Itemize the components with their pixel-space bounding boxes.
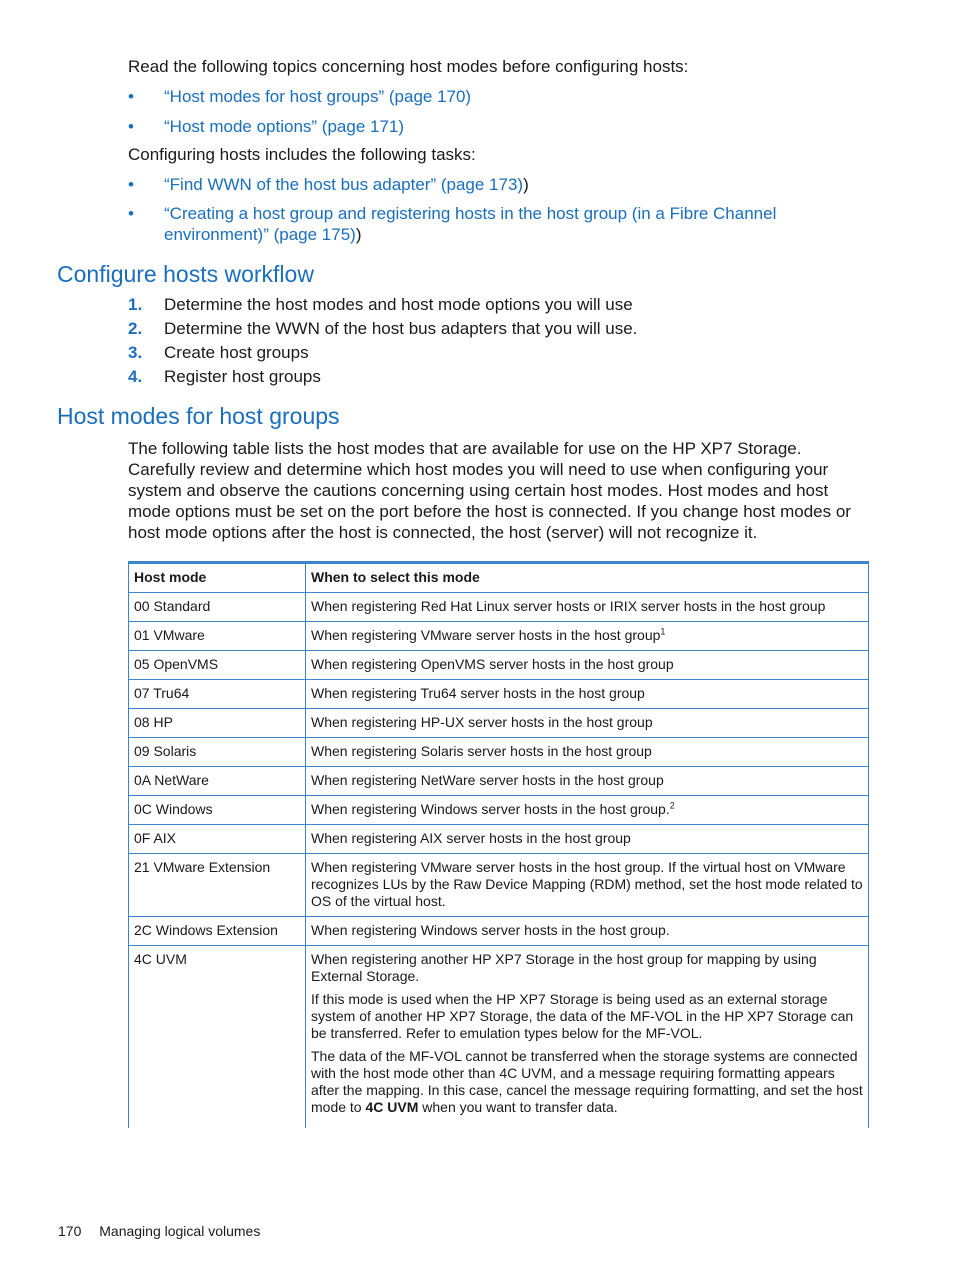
table-header-row [129, 563, 869, 593]
host-mode-cell: 2C Windows Extension [129, 917, 306, 946]
host-mode-cell: 00 Standard [129, 593, 306, 622]
host-mode-cell: 0A NetWare [129, 767, 306, 796]
page-number: 170 [58, 1223, 82, 1239]
host-mode-cell: 07 Tru64 [129, 680, 306, 709]
table-row [129, 680, 869, 709]
table-row [129, 651, 869, 680]
table-row [129, 767, 869, 796]
table-row [129, 917, 869, 946]
step-text: Create host groups [164, 343, 309, 362]
bullet-icon: • [128, 175, 134, 194]
bullet-icon: • [128, 87, 134, 106]
table-row [129, 825, 869, 854]
table-row [129, 709, 869, 738]
intro-text: Read the following topics concerning host modes before configuring hosts: [128, 57, 689, 76]
table-row [129, 946, 869, 1129]
step-text: Register host groups [164, 367, 321, 386]
description-paragraph: The data of the MF-VOL cannot be transferred when the storage systems are connected with the host mode other than 4C UVM, and a message requiring formatting appears after the mapping. In this case, cancel the message requiring formatting, and set the host mode to 4C UVM when you want to transfer data. [311, 1048, 863, 1115]
host-mode-cell: 05 OpenVMS [129, 651, 306, 680]
step-number: 1. [128, 295, 143, 314]
description-cell: When registering Solaris server hosts in the host group [306, 738, 869, 767]
host-mode-cell: 4C UVM [129, 946, 306, 1129]
step-text: Determine the host modes and host mode options you will use [164, 295, 633, 314]
description-cell: When registering VMware server hosts in the host group. If the virtual host on VMware recognizes LUs by the Raw Device Mapping (RDM) method, set the host mode related to OS of the virtual host. [306, 854, 869, 917]
description-cell [306, 946, 869, 1129]
step-number: 3. [128, 343, 143, 362]
host-mode-cell: 21 VMware Extension [129, 854, 306, 917]
page-footer [58, 1222, 260, 1240]
closing-paren: ) [523, 175, 529, 194]
footnote-marker: 2 [669, 800, 675, 811]
description-cell: When registering Red Hat Linux server hosts or IRIX server hosts in the host group [306, 593, 869, 622]
host-mode-cell: 01 VMware [129, 622, 306, 651]
footnote-marker: 1 [660, 626, 666, 637]
link-creating-host-group[interactable]: “Creating a host group and registering hosts in the host group (in a Fibre Channel environment)” (page 175) [164, 204, 777, 244]
table-row [129, 854, 869, 917]
link-host-mode-options[interactable]: “Host mode options” (page 171) [164, 117, 405, 136]
section-paragraph: The following table lists the host modes that are available for use on the HP XP7 Storage. Carefully review and determine which host modes you will need to use when configuring your system and observe the cautions concerning using certain host modes. Host modes and host mode options must be set on the port before the host is connected. If you change host modes or host mode options after the host is connected, the host (server) will not recognize it. [128, 439, 851, 542]
description-cell: When registering AIX server hosts in the host group [306, 825, 869, 854]
step-number: 4. [128, 367, 143, 386]
chapter-title: Managing logical volumes [99, 1223, 261, 1239]
column-header-host-mode: Host mode [129, 563, 306, 593]
description-paragraph: When registering another HP XP7 Storage in the host group for mapping by using External Storage. [311, 951, 817, 984]
table-row [129, 593, 869, 622]
bullet-icon: • [128, 117, 134, 136]
host-mode-cell: 08 HP [129, 709, 306, 738]
column-header-when-to-select: When to select this mode [306, 563, 869, 593]
host-mode-cell: 0F AIX [129, 825, 306, 854]
table-row [129, 738, 869, 767]
description-cell: When registering Windows server hosts in the host group.$^2$ [306, 796, 869, 825]
table-row [129, 622, 869, 651]
link-host-modes[interactable]: “Host modes for host groups” (page 170) [164, 87, 472, 106]
bullet-icon: • [128, 204, 134, 223]
table-row [129, 796, 869, 825]
description-cell: When registering HP-UX server hosts in the host group [306, 709, 869, 738]
description-cell: When registering OpenVMS server hosts in the host group [306, 651, 869, 680]
link-find-wwn[interactable]: “Find WWN of the host bus adapter” (page 173) [164, 175, 524, 194]
host-mode-cell: 09 Solaris [129, 738, 306, 767]
host-mode-cell: 0C Windows [129, 796, 306, 825]
description-cell: When registering NetWare server hosts in the host group [306, 767, 869, 796]
step-text: Determine the WWN of the host bus adapters that you will use. [164, 319, 638, 338]
closing-paren: ) [355, 225, 362, 244]
description-cell: When registering Windows server hosts in the host group. [306, 917, 869, 946]
tasks-intro-text: Configuring hosts includes the following tasks: [128, 145, 476, 164]
description-cell: When registering Tru64 server hosts in the host group [306, 680, 869, 709]
section-title-configure-hosts-workflow: Configure hosts workflow [57, 261, 314, 287]
description-paragraph: If this mode is used when the HP XP7 Storage is being used as an external storage system of another HP XP7 Storage, the data of the MF-VOL in the HP XP7 Storage can be transferred. Refer to emulation types below for the MF-VOL. [311, 991, 854, 1041]
step-number: 2. [128, 319, 143, 338]
host-modes-table [128, 561, 869, 1128]
description-cell: When registering VMware server hosts in the host group$^1$ [306, 622, 869, 651]
section-title-host-modes: Host modes for host groups [57, 403, 340, 429]
